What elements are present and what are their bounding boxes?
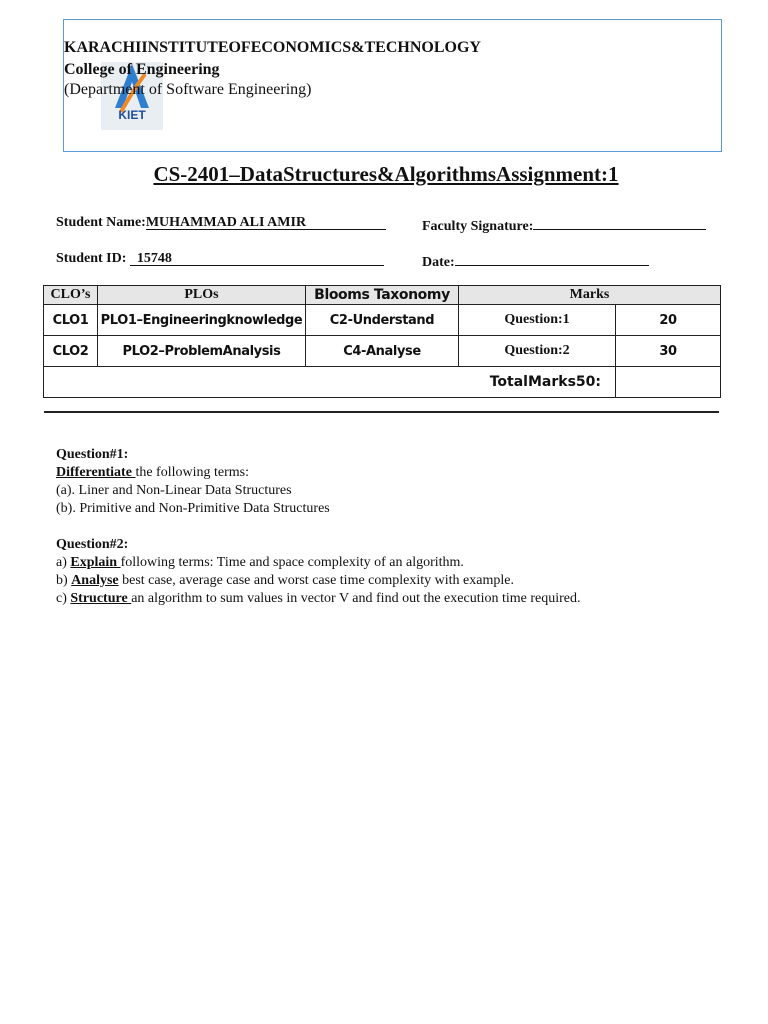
question-2-title: Question#2:: [56, 537, 129, 552]
plo-cell: PLO1–Engineeringknowledge: [98, 305, 306, 336]
blooms-cell: C2-Understand: [306, 305, 459, 336]
faculty-signature-field: [422, 215, 706, 235]
plo-cell: PLO2–ProblemAnalysis: [98, 336, 306, 367]
marks-cell: 30: [616, 336, 721, 367]
question-1: [56, 446, 330, 518]
question-1-part-a: (a). Liner and Non-Linear Data Structures: [56, 483, 292, 498]
student-id-value: 15748: [136, 251, 172, 266]
student-name-value: MUHAMMAD ALI AMIR: [145, 215, 307, 230]
question-1-instruction: Differentiate the following terms:: [56, 465, 249, 480]
question-2-part-b: b) Analyse best case, average case and worst case time complexity with example.: [56, 573, 514, 588]
header-plos: PLOs: [98, 286, 306, 305]
faculty-signature-line: [533, 215, 706, 230]
student-id-label: Student ID:: [56, 251, 127, 266]
header-clos: CLO’s: [44, 286, 98, 305]
college-name: College of Engineering: [64, 61, 220, 78]
blooms-cell: C4-Analyse: [306, 336, 459, 367]
question-2-part-c: c) Structure an algorithm to sum values in vector V and find out the execution time required.: [56, 591, 581, 606]
student-id-field: [56, 251, 384, 267]
date-label: Date:: [422, 255, 455, 270]
marks-table: [43, 285, 721, 398]
total-marks-label: TotalMarks50:: [489, 374, 601, 390]
header-marks: Marks: [459, 286, 721, 305]
assignment-title: CS-2401–DataStructures&AlgorithmsAssignment:1: [153, 162, 619, 186]
question-1-part-b: (b). Primitive and Non-Primitive Data Structures: [56, 501, 330, 516]
question-1-verb: Differentiate: [56, 465, 136, 480]
faculty-signature-label: Faculty Signature:: [422, 219, 534, 234]
clo-cell: CLO2: [44, 336, 98, 367]
total-marks-value: [616, 367, 721, 398]
department-name: (Department of Software Engineering): [64, 81, 312, 98]
date-field: [422, 251, 649, 271]
question-cell: Question:2: [459, 336, 616, 367]
table-header-row: [44, 286, 721, 305]
horizontal-rule: [44, 411, 719, 413]
marks-cell: 20: [616, 305, 721, 336]
date-line: [455, 251, 649, 266]
question-1-title: Question#1:: [56, 447, 129, 462]
clo-cell: CLO1: [44, 305, 98, 336]
student-name-label: Student Name:: [56, 215, 146, 230]
student-name-field: [56, 215, 386, 231]
question-2: [56, 536, 581, 608]
question-2-part-a: a) Explain following terms: Time and space complexity of an algorithm.: [56, 555, 464, 570]
table-row: [44, 305, 721, 336]
table-row: [44, 336, 721, 367]
question-cell: Question:1: [459, 305, 616, 336]
header-blooms: Blooms Taxonomy: [306, 286, 459, 305]
institute-name: KARACHIINSTITUTEOFECONOMICS&TECHNOLOGY: [64, 39, 481, 56]
total-row: [44, 367, 721, 398]
logo-text: KIET: [118, 108, 146, 122]
